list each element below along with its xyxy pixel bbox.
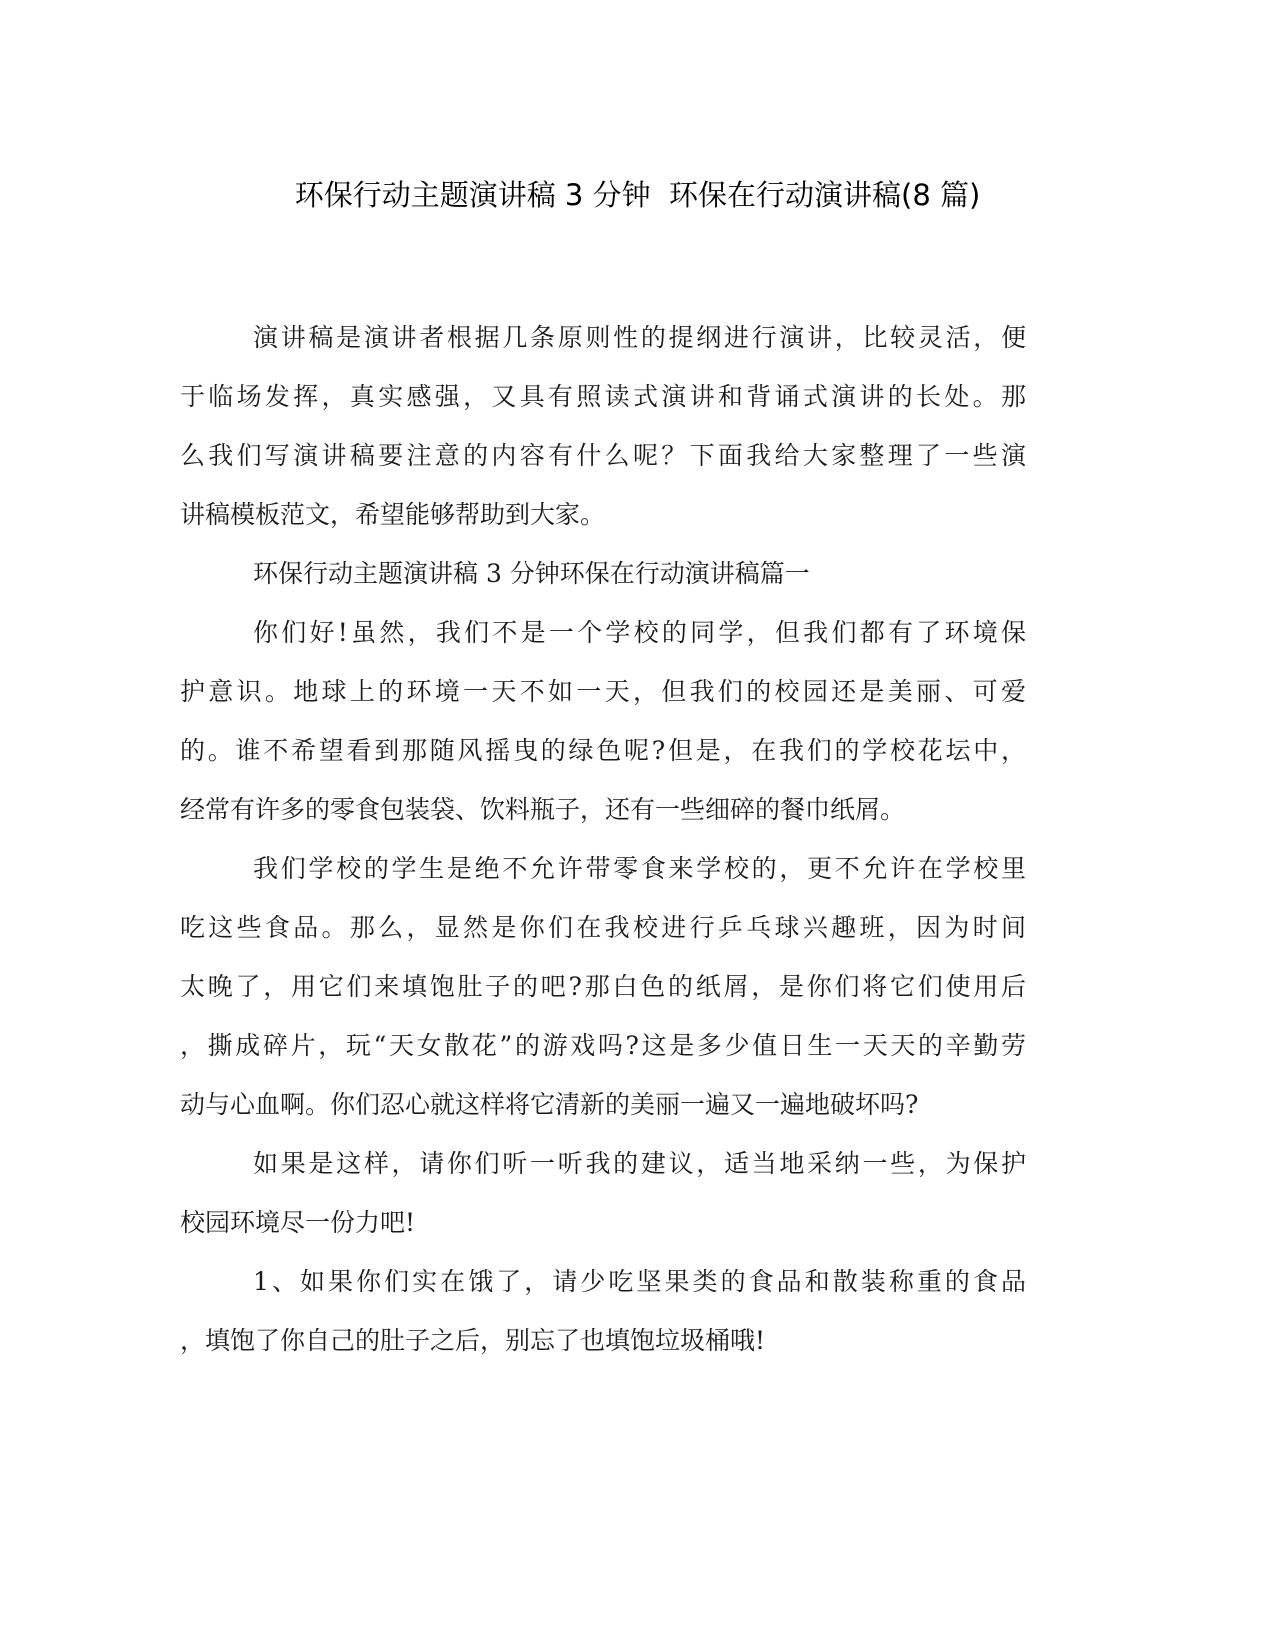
text-line: 吃这些食品。那么，显然是你们在我校进行乒乓球兴趣班，因为时间 xyxy=(180,913,1026,942)
text-line: 于临场发挥，真实感强，又具有照读式演讲和背诵式演讲的长处。那 xyxy=(180,382,1026,411)
document-body xyxy=(180,308,1026,1370)
text-line: 如果是这样，请你们听一听我的建议，适当地采纳一些，为保护 xyxy=(253,1149,1026,1178)
text-line: ，撕成碎片，玩“天女散花”的游戏吗?这是多少值日生一天天的辛勤劳 xyxy=(180,1031,1026,1060)
text-line: 演讲稿是演讲者根据几条原则性的提纲进行演讲，比较灵活，便 xyxy=(253,323,1026,352)
text-line: 讲稿模板范文，希望能够帮助到大家。 xyxy=(180,500,606,529)
text-line: 经常有许多的零食包装袋、饮料瓶子，还有一些细碎的餐巾纸屑。 xyxy=(180,795,906,824)
text-line: 校园环境尽一份力吧! xyxy=(180,1208,416,1237)
text-line: 太晚了，用它们来填饱肚子的吧?那白色的纸屑，是你们将它们使用后 xyxy=(180,972,1026,1001)
paragraph xyxy=(180,839,1026,1134)
paragraph xyxy=(180,1134,1026,1252)
text-line: 你们好!虽然，我们不是一个学校的同学，但我们都有了环境保 xyxy=(253,618,1026,647)
paragraph-intro xyxy=(180,308,1026,544)
section-heading xyxy=(180,544,1026,603)
text-line: 环保行动主题演讲稿 3 分钟环保在行动演讲稿篇一 xyxy=(253,559,810,588)
text-line: 1、如果你们实在饿了，请少吃坚果类的食品和散装称重的食品 xyxy=(253,1267,1026,1296)
text-line: 护意识。地球上的环境一天不如一天，但我们的校园还是美丽、可爱 xyxy=(180,677,1026,706)
text-line: 么我们写演讲稿要注意的内容有什么呢？下面我给大家整理了一些演 xyxy=(180,441,1026,470)
paragraph xyxy=(180,603,1026,839)
text-line: 的。谁不希望看到那随风摇曳的绿色呢?但是，在我们的学校花坛中， xyxy=(180,736,1026,765)
text-line: ，填饱了你自己的肚子之后，别忘了也填饱垃圾桶哦! xyxy=(180,1326,766,1355)
document-title: 环保行动主题演讲稿 3 分钟 环保在行动演讲稿(8 篇) xyxy=(294,178,981,212)
text-line: 我们学校的学生是绝不允许带零食来学校的，更不允许在学校里 xyxy=(253,854,1026,883)
paragraph xyxy=(180,1252,1026,1370)
text-line: 动与心血啊。你们忍心就这样将它清新的美丽一遍又一遍地破坏吗? xyxy=(180,1090,919,1119)
